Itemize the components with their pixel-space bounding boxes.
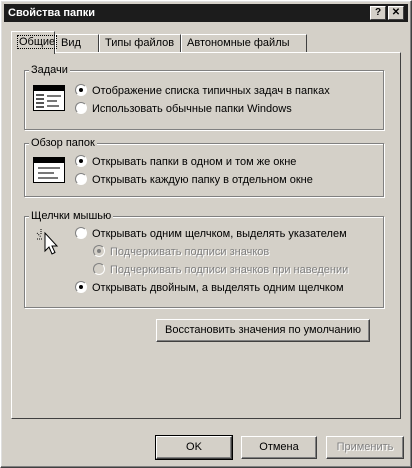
browse-legend: Обзор папок: [31, 137, 95, 149]
radio-indicator: [93, 245, 105, 257]
help-button[interactable]: ?: [370, 6, 386, 20]
tab-general[interactable]: Общие: [11, 31, 55, 54]
close-button[interactable]: ✕: [388, 6, 404, 20]
pointer-hand-icon: [35, 227, 61, 257]
tab-file-types[interactable]: Типы файлов: [99, 34, 181, 52]
ok-button[interactable]: OK: [156, 436, 232, 459]
radio-indicator: [75, 227, 87, 239]
radio-indicator: [75, 84, 87, 96]
apply-button[interactable]: Применить: [326, 436, 404, 459]
radio-indicator: [75, 281, 87, 293]
tasks-legend: Задачи: [31, 64, 68, 76]
clicks-legend: Щелчки мышью: [31, 210, 112, 222]
radio-indicator: [75, 173, 87, 185]
title-bar[interactable]: [4, 4, 408, 22]
click-items-group: Щелчки мышью Открывать одним щелчком, выделять указателем Подчеркивать подписи значков Подчеркивать подписи значков при наведении Открывать двойным, а выделять одним щелчком: [24, 216, 384, 308]
radio-indicator: [93, 263, 105, 275]
general-tab-panel: [11, 52, 401, 419]
restore-defaults-button[interactable]: Восстановить значения по умолчанию: [156, 319, 370, 342]
tab-view[interactable]: Вид: [55, 34, 99, 52]
browse-folders-group: Обзор папок Открывать папки в одном и том же окне Открывать каждую папку в отдельном окне: [24, 143, 384, 197]
tasks-window-icon: [33, 85, 65, 111]
tasks-group: Задачи Отображение списка типичных задач в папках Использовать обычные папки Windows: [24, 70, 384, 130]
radio-indicator: [75, 155, 87, 167]
browse-window-icon: [33, 157, 65, 183]
dialog-title: Свойства папки: [8, 7, 96, 19]
radio-indicator: [75, 102, 87, 114]
tab-offline-files[interactable]: Автономные файлы: [181, 34, 307, 52]
cancel-button[interactable]: Отмена: [241, 436, 317, 459]
